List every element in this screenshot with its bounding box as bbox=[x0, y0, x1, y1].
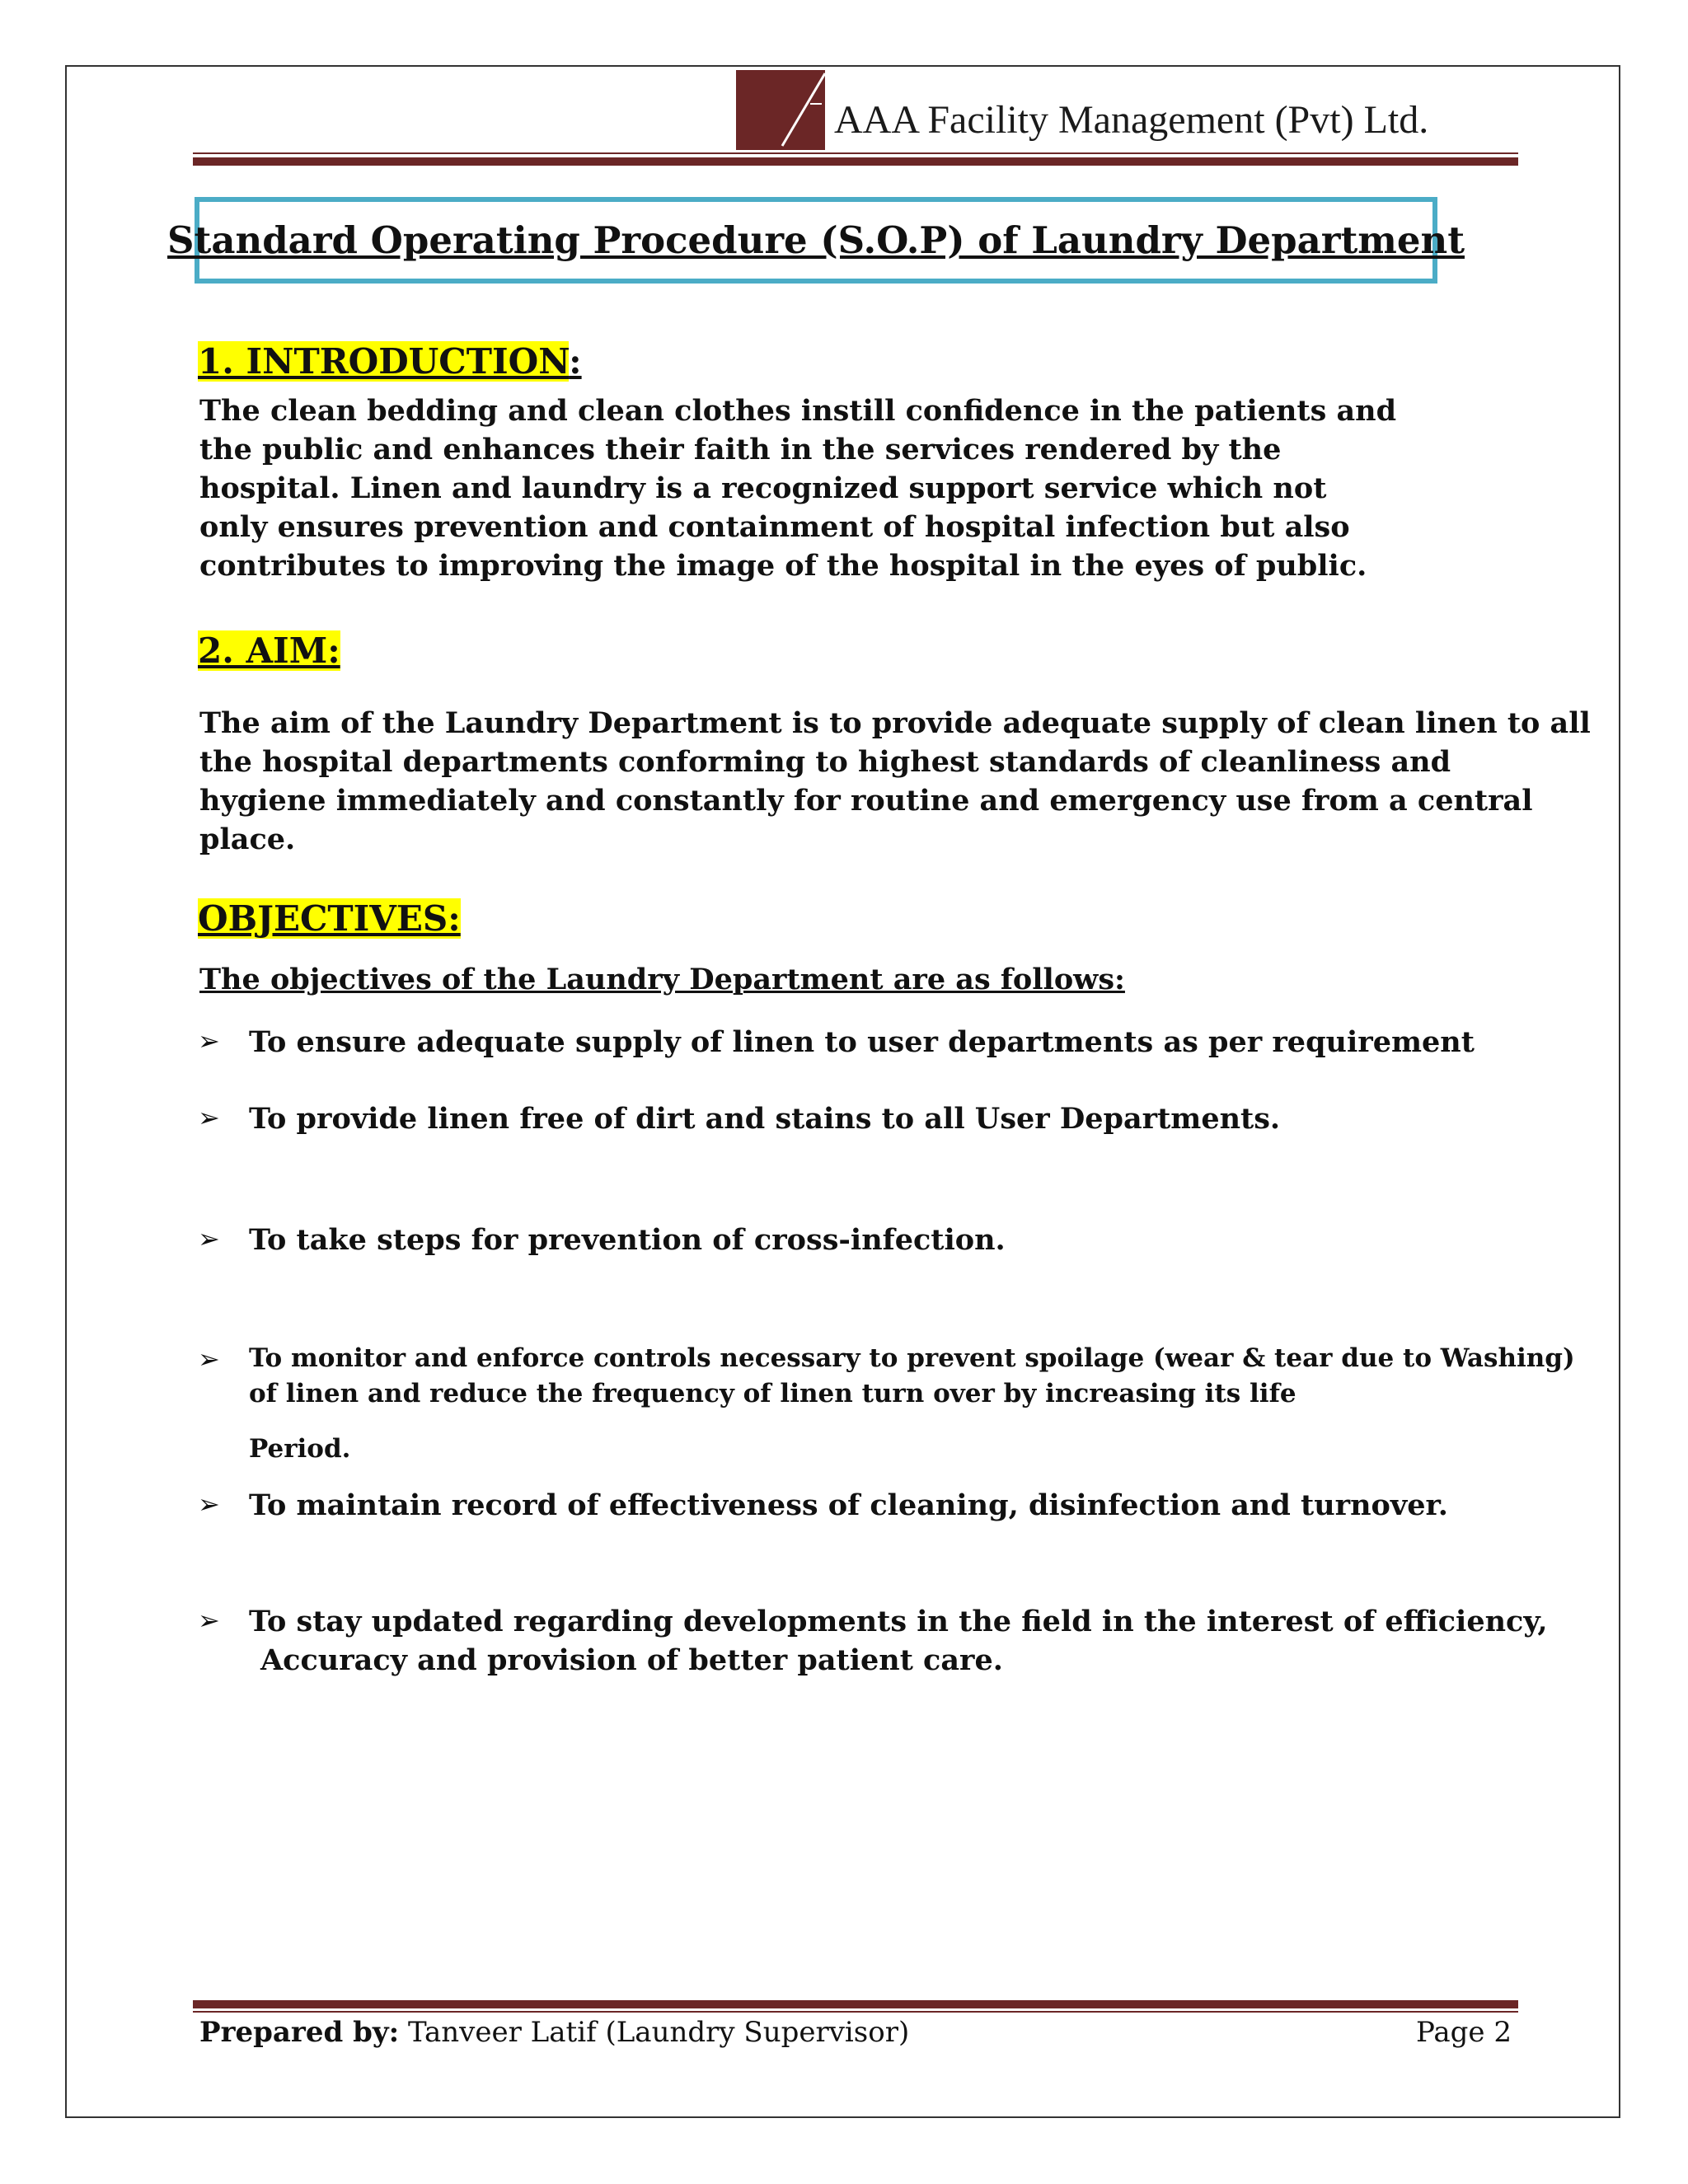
aim-line: The aim of the Laundry Department is to provide adequate supply of clean linen to all bbox=[199, 706, 1591, 740]
arrow-bullet-icon: ➢ bbox=[198, 1343, 220, 1375]
header-rule-thin bbox=[193, 152, 1518, 154]
arrow-bullet-icon: ➢ bbox=[198, 1488, 220, 1520]
objective-text: To take steps for prevention of cross-infection. bbox=[249, 1223, 1006, 1257]
aim-line: place. bbox=[199, 823, 296, 856]
objective-text: To provide linen free of dirt and stains to all User Departments. bbox=[249, 1102, 1281, 1136]
footer-prepared-by bbox=[199, 2016, 909, 2049]
aim-paragraph bbox=[199, 704, 1591, 859]
introduction-line: The clean bedding and clean clothes instill confidence in the patients and bbox=[199, 394, 1397, 428]
objective-text: To monitor and enforce controls necessary to prevent spoilage (wear & tear due to Washing) bbox=[249, 1343, 1575, 1373]
arrow-bullet-icon: ➢ bbox=[198, 1223, 220, 1254]
company-name: AAA Facility Management (Pvt) Ltd. bbox=[834, 98, 1429, 142]
aim-heading-text: 2. AIM: bbox=[198, 630, 340, 671]
introduction-heading-text: 1. INTRODUCTION bbox=[198, 341, 570, 382]
aim-line: hygiene immediately and constantly for routine and emergency use from a central bbox=[199, 784, 1533, 818]
aim-heading bbox=[198, 630, 340, 671]
footer-rule-thin bbox=[193, 2011, 1518, 2013]
company-logo bbox=[736, 70, 828, 150]
introduction-line: contributes to improving the image of the hospital in the eyes of public. bbox=[199, 549, 1367, 583]
objective-text: To maintain record of effectiveness of cleaning, disinfection and turnover. bbox=[249, 1488, 1448, 1522]
introduction-paragraph bbox=[199, 391, 1396, 585]
introduction-heading bbox=[198, 341, 582, 382]
introduction-line: the public and enhances their faith in the services rendered by the bbox=[199, 433, 1282, 466]
arrow-bullet-icon: ➢ bbox=[198, 1102, 220, 1133]
prepared-by-label: Prepared by: bbox=[199, 2016, 400, 2049]
objective-continuation: Accuracy and provision of better patient care. bbox=[260, 1643, 1003, 1677]
objective-continuation: of linen and reduce the frequency of linen turn over by increasing its life bbox=[249, 1379, 1296, 1408]
arrow-bullet-icon: ➢ bbox=[198, 1025, 220, 1057]
objectives-subheading: The objectives of the Laundry Department are as follows: bbox=[199, 963, 1125, 996]
header-rule-thick bbox=[193, 157, 1518, 166]
objectives-heading-text: OBJECTIVES: bbox=[198, 898, 461, 939]
introduction-heading-colon: : bbox=[569, 341, 582, 382]
page-number: Page 2 bbox=[1416, 2016, 1512, 2049]
objective-text: To stay updated regarding developments in the field in the interest of efficiency, bbox=[249, 1605, 1548, 1638]
objective-text: To ensure adequate supply of linen to user departments as per requirement bbox=[249, 1025, 1475, 1059]
arrow-bullet-icon: ➢ bbox=[198, 1605, 220, 1636]
document-title: Standard Operating Procedure (S.O.P) of Laundry Department bbox=[167, 218, 1465, 262]
prepared-by-name: Tanveer Latif (Laundry Supervisor) bbox=[399, 2016, 910, 2049]
introduction-line: hospital. Linen and laundry is a recognized support service which not bbox=[199, 471, 1327, 505]
document-title-box bbox=[167, 197, 1465, 284]
footer-rule-thick bbox=[193, 2000, 1518, 2008]
objective-continuation: Period. bbox=[249, 1434, 351, 1464]
aim-line: the hospital departments conforming to highest standards of cleanliness and bbox=[199, 745, 1451, 779]
introduction-line: only ensures prevention and containment of hospital infection but also bbox=[199, 510, 1350, 544]
objectives-heading bbox=[198, 898, 461, 939]
